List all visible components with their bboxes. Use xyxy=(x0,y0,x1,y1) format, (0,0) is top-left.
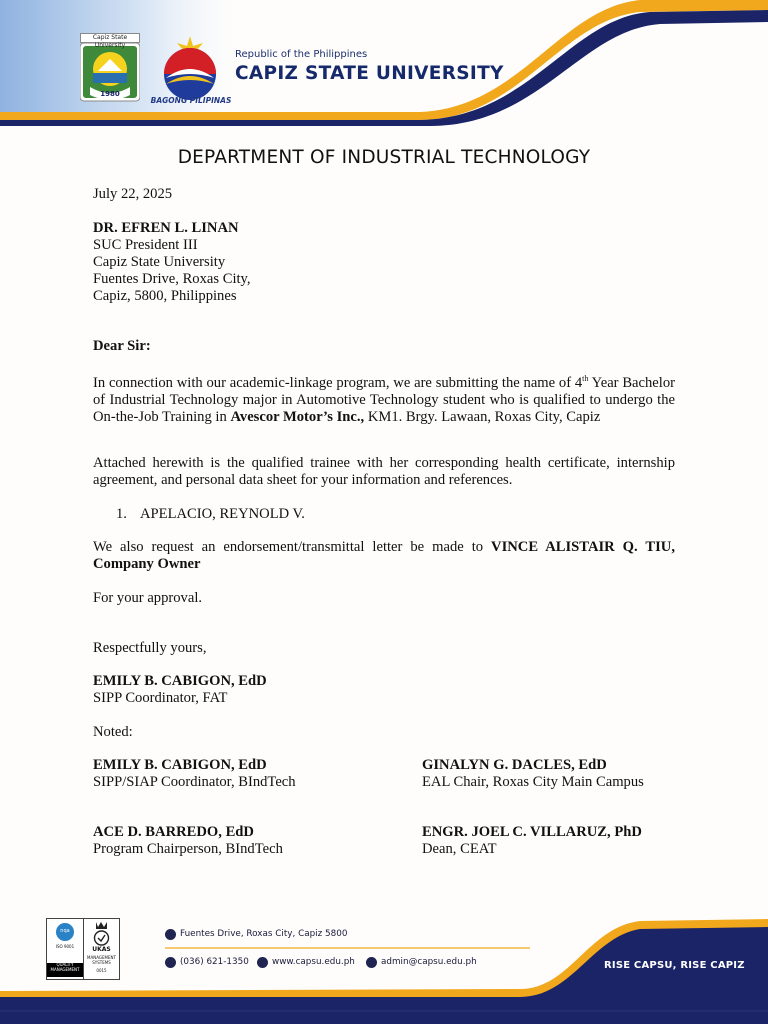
ukas-number: 0015 xyxy=(96,968,107,973)
trainee-name: APELACIO, REYNOLD V. xyxy=(140,506,305,522)
email-icon xyxy=(366,957,377,968)
list-number: 1. xyxy=(116,506,127,522)
noted-2-title: EAL Chair, Roxas City Main Campus xyxy=(422,774,644,790)
location-icon xyxy=(165,929,176,940)
footer-slogan: RISE CAPSU, RISE CAPIZ xyxy=(604,960,745,971)
republic-label: Republic of the Philippines xyxy=(235,49,368,60)
paragraph-3 xyxy=(93,539,675,573)
paragraph-1 xyxy=(93,371,675,426)
ukas-caption: MANAGEMENT SYSTEMS xyxy=(87,955,116,965)
certification-badges xyxy=(46,918,120,980)
paragraph-4: For your approval. xyxy=(93,590,203,606)
seal-top-label: Capiz State University xyxy=(80,33,140,43)
noted-label: Noted: xyxy=(93,724,133,740)
iso-label: ISO 9001 xyxy=(55,944,75,949)
recipient-address-2: Capiz, 5800, Philippines xyxy=(93,288,237,304)
footer-email[interactable]: admin@capsu.edu.ph xyxy=(381,957,477,967)
ukas-label: UKAS xyxy=(92,946,111,953)
signer-name: EMILY B. CABIGON, EdD xyxy=(93,673,267,689)
department-title: DEPARTMENT OF INDUSTRIAL TECHNOLOGY xyxy=(177,147,591,168)
phone-icon xyxy=(165,957,176,968)
bagong-pilipinas-caption: BAGONG PILIPINAS xyxy=(150,96,232,105)
recipient-address-1: Fuentes Drive, Roxas City, xyxy=(93,271,251,287)
noted-1-name: EMILY B. CABIGON, EdD xyxy=(93,757,267,773)
footer-website[interactable]: www.capsu.edu.ph xyxy=(272,957,355,967)
iso-caption: QUALITY MANAGEMENT xyxy=(47,963,83,977)
bagong-pilipinas-emblem xyxy=(152,30,228,106)
noted-3-name: ACE D. BARREDO, EdD xyxy=(93,824,254,840)
noted-4-name: ENGR. JOEL C. VILLARUZ, PhD xyxy=(422,824,642,840)
noted-2-name: GINALYN G. DACLES, EdD xyxy=(422,757,607,773)
noted-3-title: Program Chairperson, BIndTech xyxy=(93,841,283,857)
signer-title: SIPP Coordinator, FAT xyxy=(93,690,228,706)
paragraph-1-text-c: KM1. Brgy. Lawaan, Roxas City, Capiz xyxy=(364,408,601,425)
noted-1-title: SIPP/SIAP Coordinator, BIndTech xyxy=(93,774,296,790)
bagong-pilipinas-logo xyxy=(152,30,228,106)
footer-phone: (036) 621-1350 xyxy=(180,957,249,967)
iso-badge xyxy=(47,919,84,979)
ordinal-suffix: th xyxy=(582,374,589,383)
endorsement-recipient: VINCE ALISTAIR Q. TIU, Company Owner xyxy=(93,539,675,572)
recipient-org: Capiz State University xyxy=(93,254,226,270)
company-name: Avescor Motor’s Inc., xyxy=(230,408,365,425)
letterhead-header xyxy=(0,0,768,132)
seal-year: 1980 xyxy=(100,90,120,98)
ukas-crown-icon xyxy=(84,919,119,947)
paragraph-1-text-b: Year Bachelor of Industrial Technology major in Automotive Technology student who is qualified to undergo the On-the-Job Training in xyxy=(93,374,675,425)
university-name: CAPIZ STATE UNIVERSITY xyxy=(235,63,504,84)
university-seal xyxy=(80,33,140,103)
letterhead-footer xyxy=(0,905,768,1024)
paragraph-1-text-a: In connection with our academic-linkage program, we are submitting the name of 4 xyxy=(93,374,583,391)
globe-icon xyxy=(257,957,268,968)
recipient-title: SUC President III xyxy=(93,237,198,253)
ukas-badge xyxy=(84,919,119,979)
paragraph-2: Attached herewith is the qualified trainee with her corresponding health certificate, internship agreement, and personal data sheet for your information and references. xyxy=(93,455,675,488)
letter-date: July 22, 2025 xyxy=(93,186,173,202)
closing: Respectfully yours, xyxy=(93,640,207,656)
nqa-logo-text: nqa xyxy=(60,928,70,934)
noted-4-title: Dean, CEAT xyxy=(422,841,497,857)
salutation: Dear Sir: xyxy=(93,338,151,354)
footer-address: Fuentes Drive, Roxas City, Capiz 5800 xyxy=(180,929,348,939)
paragraph-3-text: We also request an endorsement/transmittal letter be made to xyxy=(93,539,492,555)
recipient-name: DR. EFREN L. LINAN xyxy=(93,220,239,236)
